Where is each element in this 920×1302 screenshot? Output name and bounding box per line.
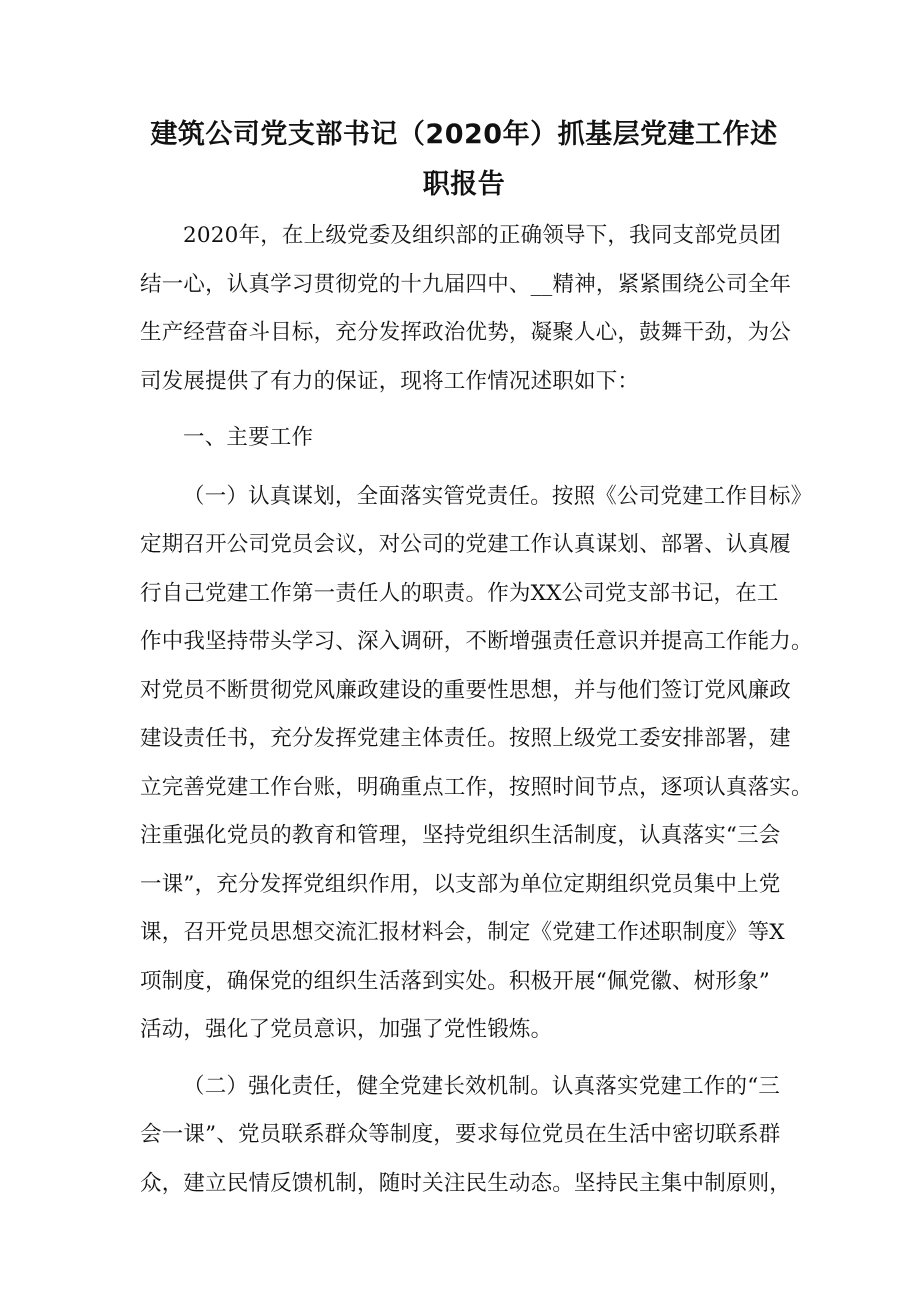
- text-line: 生产经营奋斗目标，充分发挥政治优势，凝聚人心，鼓舞干劲，为公: [140, 320, 792, 345]
- text-line: 众，建立民情反馈机制，随时关注民生动态。坚持民主集中制原则，: [140, 1170, 792, 1196]
- text-line: 一、主要工作: [183, 425, 314, 450]
- section-1-paragraph: [140, 473, 813, 1055]
- text-line: 行自己党建工作第一责任人的职责。作为XX公司党支部书记，在工: [140, 580, 779, 606]
- text-line: 对党员不断贯彻党风廉政建设的重要性思想，并与他们签订党风廉政: [140, 677, 792, 703]
- text-line: 活动，强化了党员意识，加强了党性锻炼。: [140, 1017, 553, 1042]
- text-line: 建设责任书，充分发挥党建主体责任。按照上级党工委安排部署，建: [140, 726, 792, 751]
- text-line: 作中我坚持带头学习、深入调研，不断增强责任意识并提高工作能力。: [140, 629, 813, 654]
- text-line: （二）强化责任，健全党建长效机制。认真落实党建工作的“三: [183, 1073, 781, 1099]
- text-line: 课，召开党员思想交流汇报材料会，制定《党建工作述职制度》等X: [140, 920, 785, 945]
- text-line: 注重强化党员的教育和管理，坚持党组织生活制度，认真落实“三会: [140, 823, 781, 848]
- document-title: [140, 110, 788, 210]
- text-line: 会一课”、党员联系群众等制度，要求每位党员在生活中密切联系群: [140, 1122, 781, 1147]
- text-line: 立完善党建工作台账，明确重点工作，按照时间节点，逐项认真落实。: [140, 774, 813, 800]
- title-line: 职报告: [422, 169, 506, 200]
- text-line: 结一心，认真学习贯彻党的十九届四中、__精神，紧紧围绕公司全年: [140, 271, 792, 297]
- section-heading: [140, 414, 788, 463]
- text-line: 2020年，在上级党委及组织部的正确领导下，我同支部党员团: [183, 223, 782, 248]
- section-2-paragraph: [140, 1063, 792, 1209]
- text-line: 定期召开公司党员会议，对公司的党建工作认真谋划、部署、认真履: [140, 532, 792, 557]
- text-line: 项制度，确保党的组织生活落到实处。积极开展“佩党徽、树形象”: [140, 968, 770, 994]
- text-line: （一）认真谋划，全面落实管党责任。按照《公司党建工作目标》: [183, 483, 813, 509]
- title-line: 建筑公司党支部书记（2020年）抓基层党建工作述: [150, 119, 778, 150]
- text-line: 一课”，充分发挥党组织作用，以支部为单位定期组织党员集中上党: [140, 871, 781, 897]
- intro-paragraph: [140, 212, 792, 406]
- text-line: 司发展提供了有力的保证，现将工作情况述职如下：: [140, 368, 640, 394]
